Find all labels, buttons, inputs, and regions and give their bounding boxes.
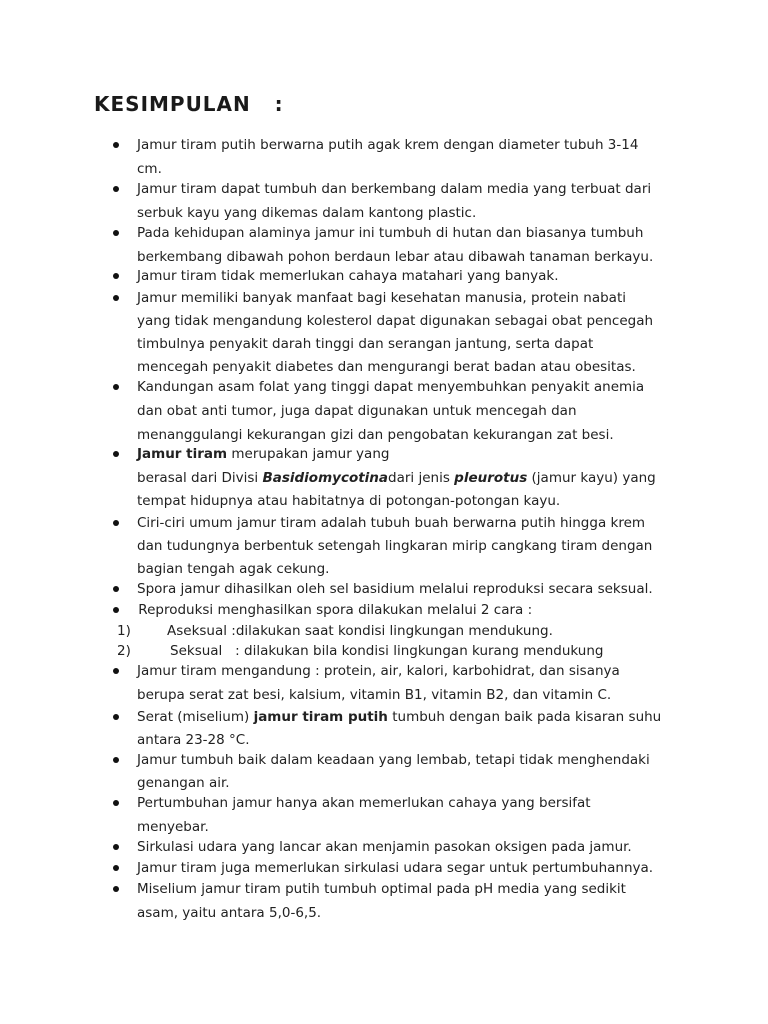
bullet-text: antara 23-28 °C. [137, 732, 250, 748]
bullet-icon [113, 607, 119, 613]
bullet-text: asam, yaitu antara 5,0-6,5. [137, 905, 322, 921]
bullet-text: tempat hidupnya atau habitatnya di potongan-potongan kayu. [137, 493, 561, 509]
bold-term: jamur tiram putih [253, 709, 388, 725]
bullet-text: genangan air. [137, 775, 230, 791]
bullet-text: berkembang dibawah pohon berdaun lebar atau dibawah tanaman berkayu. [137, 249, 654, 265]
bullet-text: Jamur tumbuh baik dalam keadaan yang lembab, tetapi tidak menghendaki [137, 752, 650, 768]
bullet-icon [113, 886, 119, 892]
bullet-icon [113, 295, 119, 301]
bullet-text: Pada kehidupan alaminya jamur ini tumbuh di hutan dan biasanya tumbuh [137, 225, 644, 241]
bullet-icon [113, 520, 119, 526]
bullet-icon [113, 865, 119, 871]
text-run: (jamur kayu) yang [527, 470, 656, 486]
bullet-text: Pertumbuhan jamur hanya akan memerlukan cahaya yang bersifat [137, 795, 591, 811]
page-title: KESIMPULAN : [94, 92, 284, 116]
list-number: 1) [117, 623, 131, 639]
bullet-icon [113, 451, 119, 457]
bullet-text: menanggulangi kekurangan gizi dan pengobatan kekurangan zat besi. [137, 427, 614, 443]
text-run: merupakan jamur yang [227, 446, 390, 462]
bullet-text [137, 469, 656, 487]
text-run: berasal dari Divisi [137, 470, 263, 486]
bold-term: Jamur tiram [137, 446, 228, 462]
bullet-text: yang tidak mengandung kolesterol dapat digunakan sebagai obat pencegah [137, 313, 654, 329]
bullet-icon [113, 186, 119, 192]
bullet-icon [113, 668, 119, 674]
bullet-text: Jamur tiram dapat tumbuh dan berkembang dalam media yang terbuat dari [137, 181, 652, 197]
bullet-text: berupa serat zat besi, kalsium, vitamin B1, vitamin B2, dan vitamin C. [137, 687, 612, 703]
bullet-text: Ciri-ciri umum jamur tiram adalah tubuh buah berwarna putih hingga krem [137, 515, 646, 531]
bullet-text: Reproduksi menghasilkan spora dilakukan melalui 2 cara : [134, 602, 533, 618]
list-item-text: Aseksual :dilakukan saat kondisi lingkungan mendukung. [167, 623, 553, 639]
bullet-icon [113, 384, 119, 390]
bullet-text: dan tudungnya berbentuk setengah lingkaran mirip cangkang tiram dengan [137, 538, 653, 554]
bullet-text: Spora jamur dihasilkan oleh sel basidium melalui reproduksi secara seksual. [137, 581, 653, 597]
text-run: dari jenis [388, 470, 455, 486]
bullet-text: mencegah penyakit diabetes dan mengurangi berat badan atau obesitas. [137, 359, 636, 375]
text-run: Serat (miselium) [137, 709, 254, 725]
list-number: 2) [117, 643, 131, 659]
bullet-text [137, 445, 389, 463]
bullet-text: Kandungan asam folat yang tinggi dapat menyembuhkan penyakit anemia [137, 379, 645, 395]
bullet-text: cm. [137, 161, 162, 177]
bullet-icon [113, 714, 119, 720]
bullet-text: serbuk kayu yang dikemas dalam kantong plastic. [137, 205, 477, 221]
text-run: tumbuh dengan baik pada kisaran suhu [387, 709, 662, 725]
bullet-icon [113, 757, 119, 763]
bullet-text [137, 708, 661, 726]
list-item-text: Seksual : dilakukan bila kondisi lingkungan kurang mendukung [170, 643, 604, 659]
bullet-text: Jamur tiram putih berwarna putih agak krem dengan diameter tubuh 3-14 [137, 137, 639, 153]
bullet-text: Jamur tiram juga memerlukan sirkulasi udara segar untuk pertumbuhannya. [137, 860, 654, 876]
italic-term: pleurotus [454, 470, 528, 486]
bullet-icon [113, 586, 119, 592]
bullet-icon [113, 273, 119, 279]
bullet-text: Miselium jamur tiram putih tumbuh optimal pada pH media yang sedikit [137, 881, 626, 897]
bullet-icon [113, 230, 119, 236]
bullet-text: dan obat anti tumor, juga dapat digunakan untuk mencegah dan [137, 403, 577, 419]
bullet-text: timbulnya penyakit darah tinggi dan serangan jantung, serta dapat [137, 336, 594, 352]
bullet-icon [113, 844, 119, 850]
bullet-text: Sirkulasi udara yang lancar akan menjamin pasokan oksigen pada jamur. [137, 839, 632, 855]
bullet-text: Jamur memiliki banyak manfaat bagi kesehatan manusia, protein nabati [137, 290, 626, 306]
bullet-text: Jamur tiram tidak memerlukan cahaya matahari yang banyak. [137, 268, 559, 284]
bullet-icon [113, 142, 119, 148]
italic-term: Basidiomycotina [262, 470, 389, 486]
bullet-text: menyebar. [137, 819, 209, 835]
bullet-icon [113, 800, 119, 806]
bullet-text: Jamur tiram mengandung : protein, air, kalori, karbohidrat, dan sisanya [137, 663, 620, 679]
bullet-text: bagian tengah agak cekung. [137, 561, 330, 577]
